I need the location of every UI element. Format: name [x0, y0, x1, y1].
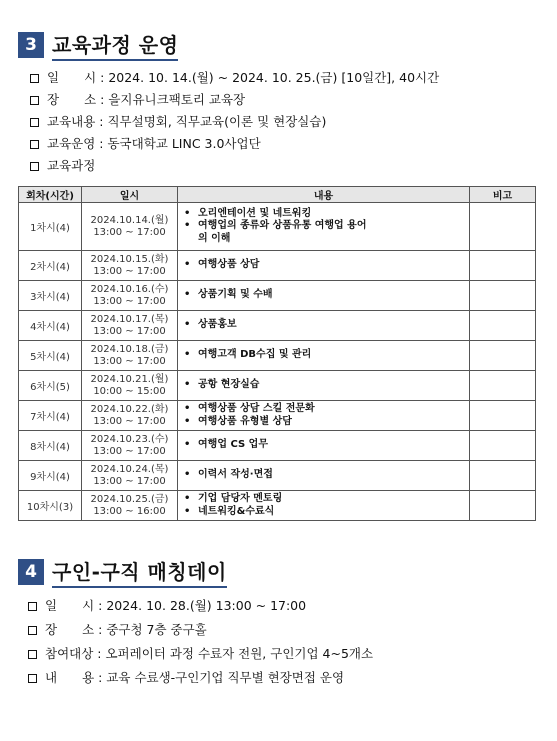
- time-text: 13:00 ~ 17:00: [93, 226, 166, 238]
- time-text: 13:00 ~ 17:00: [93, 295, 166, 307]
- info-label: 교육내용: [47, 114, 96, 129]
- bullet: •: [184, 415, 191, 427]
- session-cell: 9차시(4): [19, 461, 82, 491]
- date-text: 2024.10.22.(화): [90, 403, 169, 415]
- info-separator: :: [95, 114, 108, 129]
- time-text: 13:00 ~ 17:00: [93, 445, 166, 457]
- column-header: 비고: [470, 187, 536, 203]
- info-row: [30, 111, 439, 133]
- info-row: [30, 67, 439, 89]
- info-separator: :: [96, 92, 109, 107]
- info-label: 교육운영: [47, 136, 96, 151]
- content-item: 여행고객 DB수집 및 관리: [198, 349, 312, 361]
- note-cell: [470, 251, 536, 281]
- info-value: 직무설명회, 직무교육(이론 및 현장실습): [107, 114, 327, 129]
- date-cell: [82, 491, 178, 521]
- content-cell: [178, 491, 470, 521]
- date-text: 2024.10.18.(금): [90, 343, 169, 355]
- time-text: 13:00 ~ 17:00: [93, 265, 166, 277]
- schedule-table: [18, 186, 536, 521]
- info-separator: :: [95, 136, 108, 151]
- content-cell: [178, 281, 470, 311]
- info-row: [30, 133, 439, 155]
- info-label: 교육과정: [47, 158, 96, 173]
- column-header: 내용: [178, 187, 470, 203]
- date-cell: [82, 371, 178, 401]
- info-value: 2024. 10. 28.(월) 13:00 ~ 17:00: [106, 598, 307, 613]
- info-row: [28, 594, 373, 618]
- date-text: 2024.10.15.(화): [90, 253, 169, 265]
- content-item: 여행상품 유형별 상담: [198, 415, 292, 427]
- session-cell: 7차시(4): [19, 401, 82, 431]
- date-cell: [82, 341, 178, 371]
- info-separator: :: [96, 70, 109, 85]
- note-cell: [470, 311, 536, 341]
- content-item: 공항 현장실습: [198, 379, 260, 391]
- date-cell: [82, 401, 178, 431]
- note-cell: [470, 461, 536, 491]
- content-cell: [178, 401, 470, 431]
- time-text: 13:00 ~ 17:00: [93, 475, 166, 487]
- time-text: 13:00 ~ 17:00: [93, 415, 166, 427]
- info-row: [28, 642, 373, 666]
- table-row: [19, 281, 536, 311]
- table-row: [19, 203, 536, 251]
- checkbox-icon: [30, 140, 39, 149]
- column-header: 회차(시간): [19, 187, 82, 203]
- info-row: [28, 618, 373, 642]
- content-item: 기업 담당자 멘토링: [198, 493, 283, 504]
- session-cell: 1차시(4): [19, 203, 82, 251]
- note-cell: [470, 431, 536, 461]
- checkbox-icon: [28, 602, 37, 611]
- checkbox-icon: [28, 626, 37, 635]
- note-cell: [470, 491, 536, 521]
- session-cell: 2차시(4): [19, 251, 82, 281]
- session-cell: 5차시(4): [19, 341, 82, 371]
- note-cell: [470, 401, 536, 431]
- content-cell: [178, 461, 470, 491]
- date-cell: [82, 281, 178, 311]
- date-text: 2024.10.21.(월): [90, 373, 169, 385]
- checkbox-icon: [30, 118, 39, 127]
- content-cell: [178, 203, 470, 251]
- info-label: 장 소: [47, 92, 97, 107]
- content-cell: [178, 311, 470, 341]
- time-text: 10:00 ~ 15:00: [93, 385, 166, 397]
- bullet: •: [184, 289, 191, 301]
- info-value: 교육 수료생-구인기업 직무별 현장면접 운영: [106, 670, 345, 685]
- info-row: [28, 666, 373, 690]
- bullet: •: [184, 439, 191, 451]
- info-label: 일 시: [45, 598, 95, 613]
- checkbox-icon: [30, 74, 39, 83]
- content-item: 여행업 CS 업무: [198, 439, 268, 451]
- note-cell: [470, 371, 536, 401]
- date-cell: [82, 461, 178, 491]
- table-row: [19, 311, 536, 341]
- table-row: [19, 401, 536, 431]
- date-text: 2024.10.24.(목): [90, 463, 169, 475]
- time-text: 13:00 ~ 16:00: [93, 505, 166, 517]
- info-label: 내 용: [45, 670, 95, 685]
- info-value: 2024. 10. 14.(월) ~ 2024. 10. 25.(금) [10일간], 40시간: [108, 70, 440, 85]
- checkbox-icon: [30, 96, 39, 105]
- info-separator: :: [93, 646, 106, 661]
- bullet: •: [184, 207, 191, 219]
- date-text: 2024.10.23.(수): [90, 433, 169, 445]
- note-cell: [470, 341, 536, 371]
- content-cell: [178, 251, 470, 281]
- section-number-badge: 4: [18, 559, 44, 585]
- bullet: •: [184, 379, 191, 391]
- bullet: •: [184, 220, 191, 232]
- date-cell: [82, 251, 178, 281]
- info-row: [30, 89, 439, 111]
- table-row: [19, 491, 536, 521]
- section-4-info: [28, 594, 373, 690]
- bullet: •: [184, 493, 191, 504]
- session-cell: 3차시(4): [19, 281, 82, 311]
- bullet: •: [184, 259, 191, 271]
- content-item: 상품홍보: [198, 319, 237, 331]
- date-text: 2024.10.14.(월): [90, 214, 169, 226]
- note-cell: [470, 203, 536, 251]
- session-cell: 4차시(4): [19, 311, 82, 341]
- table-row: [19, 431, 536, 461]
- info-label: 일 시: [47, 70, 97, 85]
- section-number-badge: 3: [18, 32, 44, 58]
- content-cell: [178, 341, 470, 371]
- date-cell: [82, 431, 178, 461]
- content-cell: [178, 371, 470, 401]
- info-value: 을지유니크팩토리 교육장: [108, 92, 246, 107]
- info-row: [30, 155, 439, 177]
- section-4-heading: [18, 556, 227, 588]
- section-3-info: [30, 67, 439, 177]
- section-3-heading: [18, 29, 178, 61]
- date-text: 2024.10.25.(금): [90, 493, 169, 505]
- table-row: [19, 371, 536, 401]
- date-cell: [82, 203, 178, 251]
- content-item: 여행상품 상담: [198, 259, 260, 271]
- session-cell: 6차시(5): [19, 371, 82, 401]
- bullet: •: [184, 469, 191, 481]
- checkbox-icon: [28, 650, 37, 659]
- bullet: •: [184, 349, 191, 361]
- content-item: 상품기획 및 수배: [198, 289, 273, 301]
- info-label: 참여대상: [45, 646, 94, 661]
- info-value: 오퍼레이터 과정 수료자 전원, 구인기업 4~5개소: [105, 646, 374, 661]
- date-text: 2024.10.16.(수): [90, 283, 169, 295]
- content-item: 네트워킹&수료식: [198, 505, 275, 517]
- checkbox-icon: [30, 162, 39, 171]
- table-header-row: [19, 187, 536, 203]
- time-text: 13:00 ~ 17:00: [93, 325, 166, 337]
- column-header: 일시: [82, 187, 178, 203]
- content-item: 여행상품 상담 스킬 전문화: [198, 403, 315, 414]
- content-item: 오리엔테이션 및 네트워킹: [198, 207, 312, 219]
- table-row: [19, 251, 536, 281]
- content-item: 이력서 작성·면접: [198, 469, 273, 481]
- content-item: 여행업의 종류와 상품유통 여행업 용어의 이해: [198, 220, 367, 244]
- bullet: •: [184, 403, 191, 414]
- session-cell: 10차시(3): [19, 491, 82, 521]
- time-text: 13:00 ~ 17:00: [93, 355, 166, 367]
- table-row: [19, 341, 536, 371]
- bullet: •: [184, 319, 191, 331]
- note-cell: [470, 281, 536, 311]
- bullet: •: [184, 505, 191, 517]
- section-title: 구인-구직 매칭데이: [52, 556, 227, 588]
- info-separator: :: [94, 670, 107, 685]
- info-separator: :: [94, 622, 107, 637]
- info-value: 중구청 7층 중구홀: [106, 622, 207, 637]
- content-cell: [178, 431, 470, 461]
- checkbox-icon: [28, 674, 37, 683]
- session-cell: 8차시(4): [19, 431, 82, 461]
- table-row: [19, 461, 536, 491]
- date-text: 2024.10.17.(목): [90, 313, 169, 325]
- info-label: 장 소: [45, 622, 95, 637]
- date-cell: [82, 311, 178, 341]
- section-title: 교육과정 운영: [52, 29, 178, 61]
- info-value: 동국대학교 LINC 3.0사업단: [107, 136, 261, 151]
- info-separator: :: [94, 598, 107, 613]
